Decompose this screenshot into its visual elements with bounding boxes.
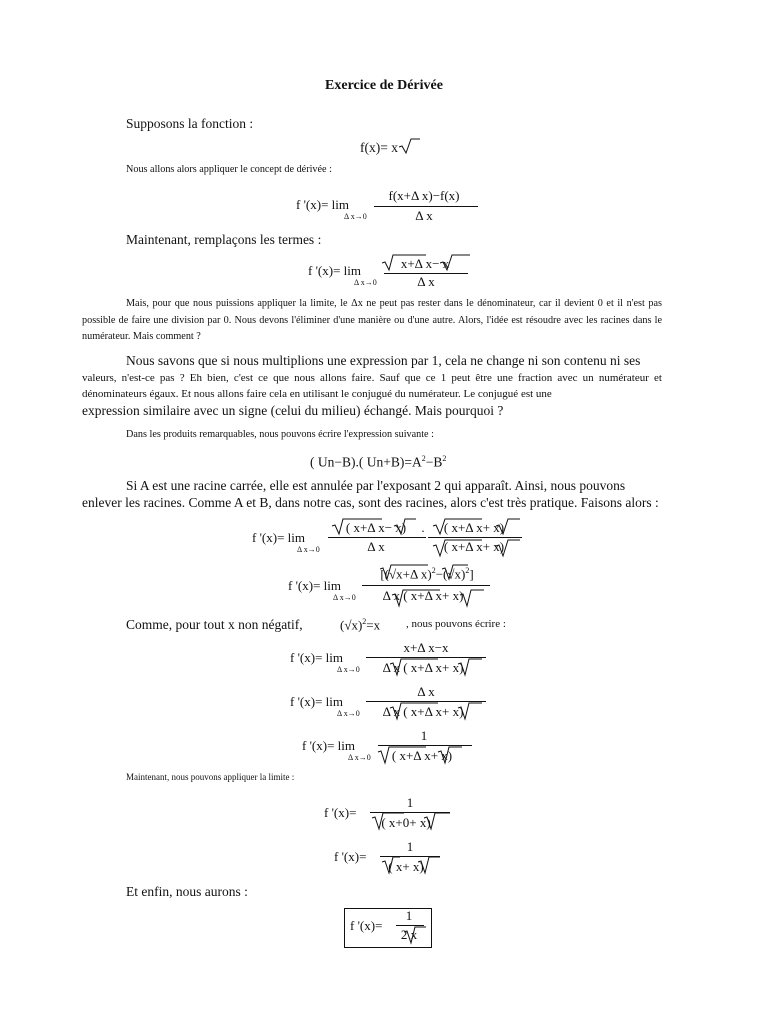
- eq5-lhs: f '(x)= lim: [290, 650, 343, 665]
- sqrt-icon: [380, 856, 450, 876]
- eq10-denominator: 2 x: [400, 927, 418, 942]
- sqrt-icon: [402, 926, 432, 946]
- eq10-numerator: 1: [405, 908, 413, 923]
- eq8-numerator: 1: [406, 795, 414, 810]
- comme-expression: $(√x)^2=x$: [340, 617, 381, 633]
- eq2-lhs: f '(x)= lim: [308, 263, 361, 278]
- eq5-denominator: Δ x ( x+Δ x+ x): [382, 660, 464, 675]
- eq7-lhs: f '(x)= lim: [302, 738, 355, 753]
- eq3-numerator-2: ( x+Δ x+ x): [443, 520, 505, 535]
- equation-remarkable-product: ( Un−B).( $Un+B)=A^2-B^2$: [310, 454, 447, 470]
- eq3-lhs: f '(x)= lim: [252, 530, 305, 545]
- eq5-numerator: x+Δ x−x: [403, 640, 449, 655]
- eq9-lhs: f '(x)=: [334, 849, 367, 864]
- apply-limit-text: Maintenant, nous pouvons appliquer la limite :: [126, 772, 295, 782]
- eq4-lhs: f '(x)= lim: [288, 578, 341, 593]
- sqrt-icon: [384, 658, 494, 678]
- eq9-denominator: ( x+ x): [388, 859, 424, 874]
- eq3-sub: Δ x→0: [297, 545, 320, 554]
- paragraph-produits: Dans les produits remarquables, nous pouvons écrire l'expression suivante :: [126, 429, 434, 440]
- paragraph-mais: Mais, pour que nous puissions appliquer la limite, le Δx ne peut pas rester dans le dénominateur, car il devient 0 et il n'est pas possible de faire une division par 0. Nous devons l'éliminer d'une manière ou d'une autre. Alors, l'idée est résoudre avec les racines dans le numérateur. Mais comment ?: [82, 298, 662, 342]
- eq7-sub: Δ x→0: [348, 753, 371, 762]
- eq6-sub: Δ x→0: [337, 709, 360, 718]
- eq6-denominator: Δ x ( x+Δ x+ x): [382, 704, 464, 719]
- eq8-lhs: f '(x)=: [324, 805, 357, 820]
- paragraph-multiply-line1: Nous savons que si nous multiplions une expression par 1, cela ne change ni son contenu ni ses: [126, 353, 641, 368]
- paragraph-multiply-line3: expression similaire avec un signe (celui du milieu) échangé. Mais pourquoi ?: [82, 403, 504, 418]
- fraction-line: [374, 206, 478, 207]
- eq5-sub: Δ x→0: [337, 665, 360, 674]
- eq8-denominator: ( x+0+ x): [381, 815, 431, 830]
- function-definition: f(x)= x: [360, 140, 398, 156]
- page-title: Exercice de Dérivée: [325, 78, 443, 93]
- eq4-numerator: [(√x+Δ $x)^2-(√x)^2$]: [380, 566, 474, 582]
- replace-terms-text: Maintenant, remplaçons les termes :: [126, 232, 322, 247]
- eq10-lhs: f '(x)=: [350, 918, 383, 933]
- eq6-numerator: Δ x: [417, 684, 435, 699]
- apply-concept-text: Nous allons alors appliquer le concept de dérivée :: [126, 164, 332, 175]
- eq7-denominator: ( x+Δ x+ x): [391, 748, 453, 763]
- eq9-numerator: 1: [406, 839, 414, 854]
- paragraph-racine: Si A est une racine carrée, elle est annulée par l'exposant 2 qui apparaît. Ainsi, nous pouvons enlever les racines. Comme A et B, dans notre cas, sont des racines, alors c'est très pratique. Faisons alors :: [82, 478, 659, 510]
- eq4-sub: Δ x→0: [333, 593, 356, 602]
- intro-text: Supposons la fonction :: [126, 116, 254, 131]
- comme-rest: , nous pouvons écrire :: [406, 618, 506, 630]
- sqrt-icon: [370, 812, 460, 832]
- sqrt-icon: [372, 746, 482, 766]
- sqrt-icon: [384, 702, 494, 722]
- eq1-lhs: f '(x)= lim: [296, 197, 349, 212]
- comme-text: Comme, pour tout x non négatif,: [126, 617, 303, 632]
- sqrt-icon: [398, 138, 420, 154]
- eq2-sub: Δ x→0: [354, 278, 377, 287]
- eq6-lhs: f '(x)= lim: [290, 694, 343, 709]
- eq7-numerator: 1: [420, 728, 428, 743]
- enfin-text: Et enfin, nous aurons :: [126, 884, 248, 899]
- paragraph-multiply-line2: valeurs, n'est-ce pas ? Eh bien, c'est ce que nous allons faire. Sauf que ce 1 peut être une fraction avec un numérateur et dénominateurs égaux. Et nous allons faire cela en utilisant le conjugué du numérateur. Le conjugué est une: [82, 372, 662, 400]
- sqrt-icon: [330, 518, 530, 560]
- eq1-denominator: Δ x: [415, 208, 433, 223]
- eq1-sub: Δ x→0: [344, 212, 367, 221]
- eq2-denominator: Δ x: [417, 274, 435, 289]
- eq3-numerator-1: ( x+Δ x− x): [345, 520, 407, 535]
- sqrt-icon: [380, 564, 500, 608]
- eq3-dot: .: [421, 520, 425, 535]
- sqrt-icon: [382, 254, 472, 272]
- eq4-denominator: Δ x ( x+Δ x+ x): [382, 588, 464, 603]
- eq3-denominator-1: Δ x: [367, 539, 385, 554]
- eq3-denominator-2: ( x+Δ x+ x): [443, 539, 505, 554]
- eq2-numerator: x+Δ x− x: [400, 256, 450, 271]
- eq1-numerator: f(x+Δ x)−f(x): [388, 188, 460, 203]
